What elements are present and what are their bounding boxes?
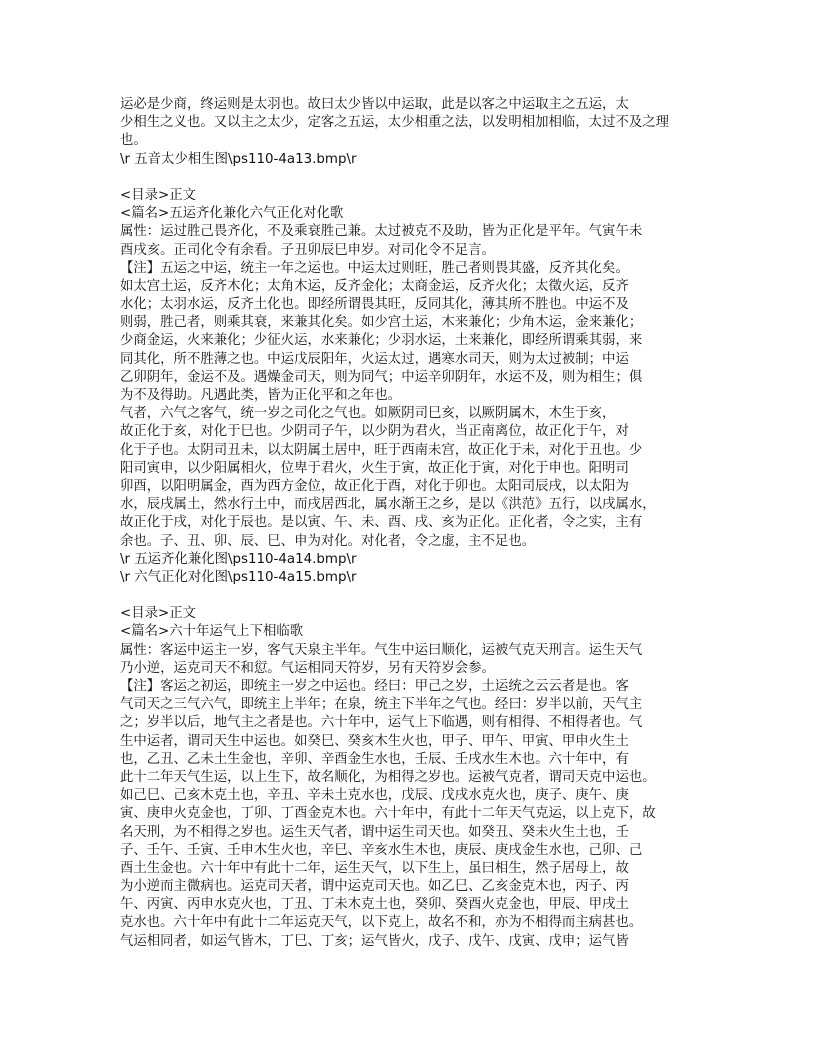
text-line: 酉土生金也。六十年中有此十二年，运生天气，以下生上，虽曰相生，然子居母上，故	[120, 860, 629, 876]
text-line: 水，辰戌属土，然水行土中，而戌居西北，属水渐王之乡，是以《洪范》五行，以戌属水，	[120, 497, 656, 513]
text-line: 余也。子、丑、卯、辰、巳、申为对化。对化者，令之虚，主不足也。	[120, 533, 536, 549]
text-line: 则弱，胜己者，则乘其衰，来兼其化矣。如少宫土运，木来兼化；少角木运，金来兼化；	[120, 315, 643, 331]
section-title: <篇名>六十年运气上下相临歌	[120, 624, 304, 640]
text-line: 生中运者，谓司天生中运也。如癸巳、癸亥木生火也，甲子、甲午、甲寅、甲申火生土	[120, 733, 629, 749]
text-line: 阳司寅申，以少阳属相火，位卑于君火，火生于寅，故正化于寅，对化于申也。阳明司	[120, 460, 629, 476]
text-line: 为小逆而主微病也。运克司天者，谓中运克司天也。如乙巳、乙亥金克木也，丙子、丙	[120, 879, 629, 895]
text-line: 气者，六气之客气，统一岁之司化之气也。如厥阴司巳亥，以厥阴属木，木生于亥，	[120, 406, 616, 422]
text-line: 气运相同者，如运气皆木，丁巳、丁亥；运气皆火，戊子、戊午、戊寅、戊申；运气皆	[120, 933, 629, 949]
text-line: 故正化于戌，对化于辰也。是以寅、午、未、酉、戌、亥为正化。正化者，令之实，主有	[120, 515, 643, 531]
text-line: 也。	[120, 133, 147, 149]
text-line: 如太宫土运，反齐木化；太角木运，反齐金化；太商金运，反齐火化；太徵火运，反齐	[120, 278, 629, 294]
text-line: 【注】客运之初运，即统主一岁之中运也。经曰：甲己之岁，土运统之云云者是也。客	[120, 679, 629, 694]
catalog-label: <目录>正文	[120, 187, 197, 203]
text-line: 化于子也。太阴司丑未，以太阴属土居中，旺于西南未宫，故正化于未，对化于丑也。少	[120, 442, 643, 458]
image-reference-line: \r 五运齐化兼化图\ps110-4a14.bmp\r	[120, 551, 357, 567]
text-line: 运必是少商，终运则是太羽也。故曰太少皆以中运取，此是以客之中运取主之五运，太	[120, 97, 629, 112]
text-line: 也，乙丑、乙未土生金也，辛卯、辛酉金生水也，壬辰、壬戌水生木也。六十年中，有	[120, 751, 629, 767]
catalog-label: <目录>正文	[120, 606, 197, 622]
text-line: 属性：客运中运主一岁，客气天泉主半年。气生中运曰顺化，运被气克天刑言。运生天气	[120, 642, 643, 658]
text-line: 酉戌亥。正司化令有余看。子丑卯辰巳申岁。对司化令不足言。	[120, 242, 495, 258]
text-line: 乙卯阴年，金运不及。遇燥金司天，则为同气；中运辛卯阴年，水运不及，则为相生；俱	[120, 369, 643, 385]
blank-line	[120, 587, 800, 605]
text-line: 寅、庚申火克金也，丁卯、丁酉金克木也。六十年中，有此十二年天气克运，以上克下，故	[120, 806, 656, 822]
text-line: 故正化于亥，对化于巳也。少阴司子午，以少阴为君火，当正南离位，故正化于午，对	[120, 424, 629, 440]
text-line: 同其化，所不胜薄之也。中运戊辰阳年，火运太过，遇寒水司天，则为太过被制；中运	[120, 351, 629, 367]
text-line: 【注】五运之中运，统主一年之运也。中运太过则旺，胜己者则畏其盛，反齐其化矣。	[120, 260, 629, 276]
text-line: 为不及得助。凡遇此类，皆为正化平和之年也。	[120, 388, 402, 403]
text-line: 如己巳、己亥木克土也，辛丑、辛未土克水也，戊辰、戊戌水克火也，庚子、庚午、庚	[120, 788, 629, 804]
image-reference-line: \r 五音太少相生图\ps110-4a13.bmp\r	[120, 151, 357, 167]
text-line: 少商金运，火来兼化；少征火运，水来兼化；少羽水运，土来兼化，即经所谓乘其弱，来	[120, 333, 643, 349]
text-line: 气司天之三气六气，即统主上半年；在泉，统主下半年之气也。经曰：岁半以前，天气主	[120, 697, 643, 713]
text-line: 名天刑，为不相得之岁也。运生天气者，谓中运生司天也。如癸丑、癸未火生土也，壬	[120, 824, 629, 840]
section-title: <篇名>五运齐化兼化六气正化对化歌	[120, 206, 344, 222]
text-line: 午、丙寅、丙申水克火也，丁丑、丁未木克土也，癸卯、癸酉火克金也，甲辰、甲戌土	[120, 897, 629, 913]
text-line: 卯酉，以阳明属金，酉为西方金位，故正化于酉，对化于卯也。太阳司辰戌，以太阳为	[120, 478, 629, 494]
text-line: 此十二年天气生运，以上生下，故名顺化，为相得之岁也。运被气克者，谓司天克中运也。	[120, 769, 656, 785]
text-line: 之；岁半以后，地气主之者是也。六十年中，运气上下临遇，则有相得、不相得者也。气	[120, 715, 643, 731]
image-reference-line: \r 六气正化对化图\ps110-4a15.bmp\r	[120, 569, 357, 585]
text-line: 少相生之义也。又以主之太少，定客之五运，太少相重之法，以发明相加相临，太过不及之理	[120, 115, 670, 131]
blank-line	[120, 169, 800, 187]
text-line: 克水也。六十年中有此十二年运克天气，以下克上，故名不和，亦为不相得而主病甚也。	[120, 915, 643, 931]
text-line: 子、壬午、壬寅、壬申木生火也，辛巳、辛亥水生木也，庚辰、庚戌金生水也，己卯、己	[120, 842, 643, 858]
text-line: 属性：运过胜己畏齐化，不及乘衰胜己兼。太过被克不及助，皆为正化是平年。气寅午未	[120, 224, 643, 240]
text-line: 乃小逆，运克司天不和愆。气运相同天符岁，另有天符岁会参。	[120, 660, 495, 676]
document-page	[120, 96, 800, 951]
text-line: 水化；太羽水运，反齐土化也。即经所谓畏其旺，反同其化，薄其所不胜也。中运不及	[120, 297, 629, 313]
